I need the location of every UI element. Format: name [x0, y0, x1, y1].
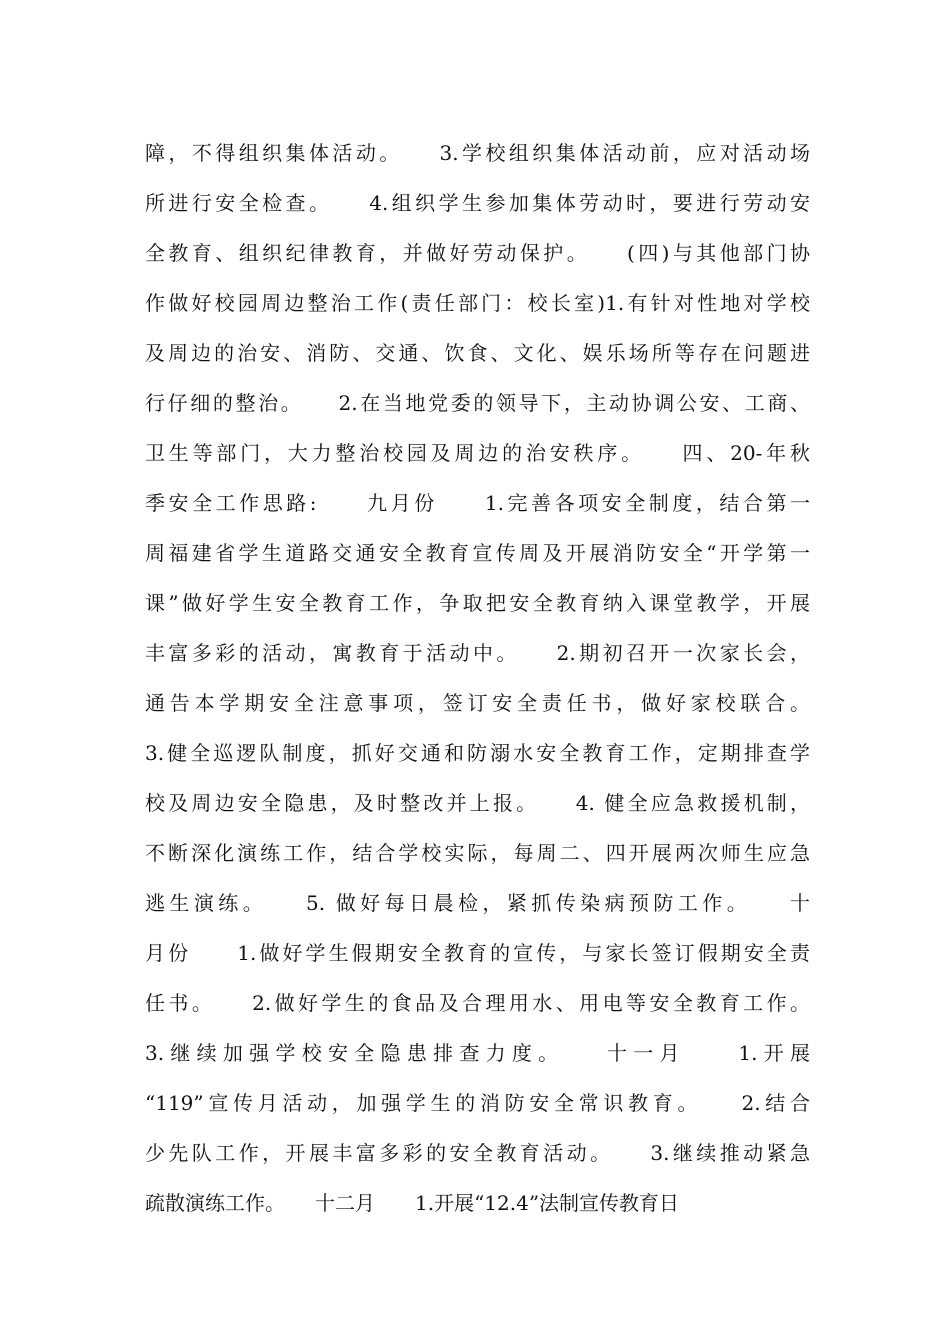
- text-line: 通告本学期安全注意事项，签订安全责任书，做好家校联合。: [145, 691, 810, 715]
- text-line: 全教育、组织纪律教育，并做好劳动保护。 (四)与其他部门协: [145, 241, 810, 265]
- text-line: 及周边的治安、消防、交通、饮食、文化、娱乐场所等存在问题进: [145, 341, 810, 365]
- text-line: 季安全工作思路: 九月份 1.完善各项安全制度，结合第一: [145, 491, 810, 515]
- text-line: 丰富多彩的活动，寓教育于活动中。 2.期初召开一次家长会，: [145, 641, 810, 665]
- text-line: 校及周边安全隐患，及时整改并上报。 4. 健全应急救援机制，: [145, 791, 810, 815]
- text-line: 卫生等部门，大力整治校园及周边的治安秩序。 四、20-年秋: [145, 441, 810, 465]
- text-line: 少先队工作，开展丰富多彩的安全教育活动。 3.继续推动紧急: [145, 1141, 810, 1165]
- text-line: 不断深化演练工作，结合学校实际，每周二、四开展两次师生应急: [145, 841, 810, 865]
- text-line: 任书。 2.做好学生的食品及合理用水、用电等安全教育工作。: [145, 991, 810, 1015]
- text-line: 逃生演练。 5. 做好每日晨检，紧抓传染病预防工作。 十: [145, 891, 810, 915]
- text-line: 3.健全巡逻队制度，抓好交通和防溺水安全教育工作，定期排查学: [145, 741, 810, 765]
- text-line: 周福建省学生道路交通安全教育宣传周及开展消防安全“开学第一: [145, 541, 810, 565]
- text-line: 疏散演练工作。 十二月 1.开展“12.4”法制宣传教育日: [145, 1191, 680, 1215]
- text-line: 课”做好学生安全教育工作，争取把安全教育纳入课堂教学，开展: [145, 591, 810, 615]
- text-line: 3.继续加强学校安全隐患排查力度。 十一月 1.开展: [145, 1041, 810, 1065]
- text-line: “119”宣传月活动，加强学生的消防安全常识教育。 2.结合: [145, 1091, 810, 1115]
- text-line: 作做好校园周边整治工作(责任部门：校长室)1.有针对性地对学校: [145, 291, 810, 315]
- document-body: [145, 128, 810, 1228]
- text-line: 行仔细的整治。 2.在当地党委的领导下，主动协调公安、工商、: [145, 391, 810, 415]
- text-line: 所进行安全检查。 4.组织学生参加集体劳动时，要进行劳动安: [145, 191, 810, 215]
- text-line: 月份 1.做好学生假期安全教育的宣传，与家长签订假期安全责: [145, 941, 810, 965]
- text-line: 障，不得组织集体活动。 3.学校组织集体活动前，应对活动场: [145, 141, 810, 165]
